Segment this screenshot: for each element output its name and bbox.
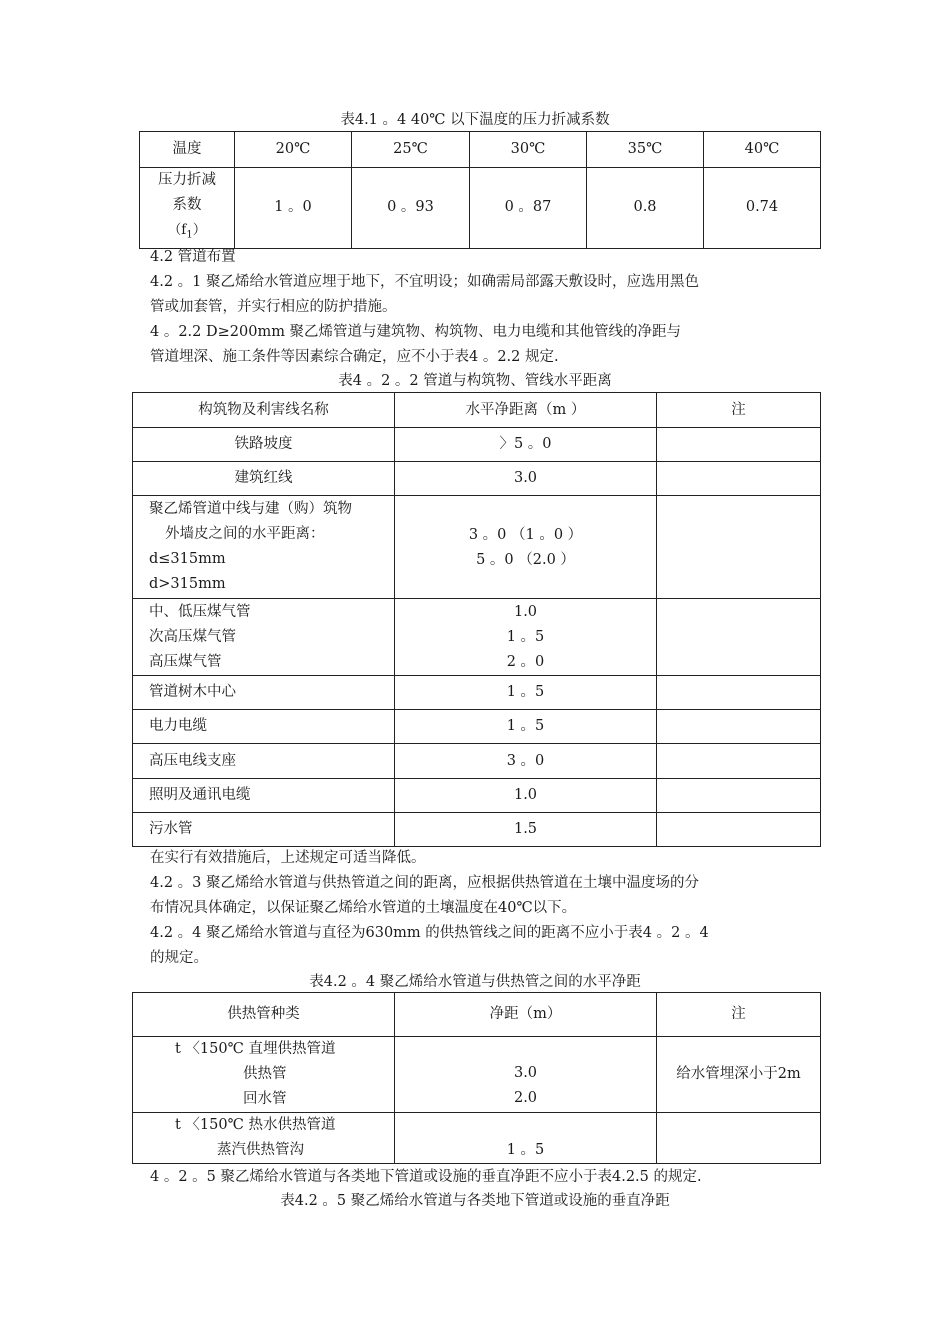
table3-value: 1 。5 bbox=[395, 1113, 657, 1164]
para-4-2-2-line1: 4 。2.2 D≥200mm 聚乙烯管道与建筑物、构筑物、电力电缆和其他管线的净距与 bbox=[150, 324, 682, 340]
table-row bbox=[133, 1037, 821, 1113]
table2-name: 管道树木中心 bbox=[133, 676, 395, 710]
para-4-2-3-line2: 布情况具体确定，以保证聚乙烯给水管道的土壤温度在40℃以下。 bbox=[150, 900, 577, 916]
table2-note bbox=[657, 496, 821, 599]
table2-value: 〉5 。0 bbox=[395, 428, 657, 462]
table1-value: 0 。87 bbox=[470, 168, 587, 249]
table2-value: 1.5 bbox=[395, 813, 657, 847]
table-row bbox=[133, 744, 821, 779]
table2-value: 1 。5 bbox=[395, 676, 657, 710]
table2-value: 3.0 bbox=[395, 462, 657, 496]
table2-note bbox=[657, 599, 821, 676]
table1-value: 1 。0 bbox=[235, 168, 352, 249]
table2-note bbox=[657, 813, 821, 847]
table2-name: 铁路坡度 bbox=[133, 428, 395, 462]
table1-row-label: 压力折减 系数 $(f_1)$ bbox=[140, 168, 235, 249]
table2-name: 污水管 bbox=[133, 813, 395, 847]
table2-header: 注 bbox=[657, 393, 821, 428]
table2-name: 聚乙烯管道中线与建（购）筑物 外墙皮之间的水平距离： d≤315mm d>315mm bbox=[133, 496, 395, 599]
table2-note bbox=[657, 744, 821, 779]
table3-header: 注 bbox=[657, 993, 821, 1037]
table3-value: 3.0 2.0 bbox=[395, 1037, 657, 1113]
table2-name: 高压电线支座 bbox=[133, 744, 395, 779]
table-row bbox=[133, 779, 821, 813]
table2-name: 照明及通讯电缆 bbox=[133, 779, 395, 813]
table3-note: 给水管埋深小于2m bbox=[657, 1037, 821, 1113]
table3-header: 净距（m） bbox=[395, 993, 657, 1037]
table-row bbox=[133, 676, 821, 710]
table-row bbox=[133, 710, 821, 744]
table1-value: 0.8 bbox=[587, 168, 704, 249]
table2-name: 建筑红线 bbox=[133, 462, 395, 496]
section-4-2-title: 4.2 管道布置 bbox=[150, 249, 236, 265]
table2-value: 1.0 1 。5 2 。0 bbox=[395, 599, 657, 676]
table-row bbox=[133, 1113, 821, 1164]
table2-header: 水平净距离（m ） bbox=[395, 393, 657, 428]
para-4-2-4-line1: 4.2 。4 聚乙烯给水管道与直径为630mm 的供热管线之间的距离不应小于表4 。2 。4 bbox=[150, 925, 709, 941]
table3-header: 供热管种类 bbox=[133, 993, 395, 1037]
table2-value: 3 。0 （1 。0 ） 5 。0 （2.0 ） bbox=[395, 496, 657, 599]
table1-header-label: 温度 bbox=[140, 132, 235, 168]
table1-value: 0 。93 bbox=[352, 168, 470, 249]
table2-header: 构筑物及利害线名称 bbox=[133, 393, 395, 428]
table1 bbox=[139, 131, 821, 249]
table-row bbox=[133, 813, 821, 847]
para-4-2-1-line1: 4.2 。1 聚乙烯给水管道应埋于地下，不宜明设；如确需局部露天敷设时，应选用黑色 bbox=[150, 274, 700, 290]
table2-value: 3 。0 bbox=[395, 744, 657, 779]
table2-note bbox=[657, 428, 821, 462]
table1-temp: 25℃ bbox=[352, 132, 470, 168]
table-row bbox=[133, 496, 821, 599]
table2-caption: 表4 。2 。2 管道与构筑物、管线水平距离 bbox=[338, 373, 612, 389]
table4-caption: 表4.2 。5 聚乙烯给水管道与各类地下管道或设施的垂直净距 bbox=[280, 1193, 670, 1209]
note-after-table2: 在实行有效措施后，上述规定可适当降低。 bbox=[150, 850, 426, 866]
table2-name: 中、低压煤气管 次高压煤气管 高压煤气管 bbox=[133, 599, 395, 676]
table3-caption: 表4.2 。4 聚乙烯给水管道与供热管之间的水平净距 bbox=[309, 974, 641, 990]
table-row bbox=[133, 462, 821, 496]
table3-note bbox=[657, 1113, 821, 1164]
para-4-2-3-line1: 4.2 。3 聚乙烯给水管道与供热管道之间的距离，应根据供热管道在土壤中温度场的分 bbox=[150, 875, 700, 891]
para-4-2-5: 4 。2 。5 聚乙烯给水管道与各类地下管道或设施的垂直净距不应小于表4.2.5 的规定. bbox=[150, 1169, 702, 1185]
table-row bbox=[133, 428, 821, 462]
para-4-2-1-line2: 管或加套管，并实行相应的防护措施。 bbox=[150, 299, 397, 315]
table2-note bbox=[657, 710, 821, 744]
table2-note bbox=[657, 779, 821, 813]
table2-name: 电力电缆 bbox=[133, 710, 395, 744]
para-4-2-2-line2: 管道埋深、施工条件等因素综合确定，应不小于表4 。2.2 规定. bbox=[150, 349, 559, 365]
table3-type: t 〈150℃ 热水供热管道 蒸汽供热管沟 bbox=[133, 1113, 395, 1164]
table2-note bbox=[657, 676, 821, 710]
table3 bbox=[132, 992, 821, 1164]
table2-note bbox=[657, 462, 821, 496]
table2-value: 1 。5 bbox=[395, 710, 657, 744]
table1-temp: 40℃ bbox=[704, 132, 821, 168]
table2-value: 1.0 bbox=[395, 779, 657, 813]
table1-temp: 20℃ bbox=[235, 132, 352, 168]
table3-type: t 〈150℃ 直埋供热管道 供热管 回水管 bbox=[133, 1037, 395, 1113]
table1-temp: 30℃ bbox=[470, 132, 587, 168]
para-4-2-4-line2: 的规定。 bbox=[150, 950, 208, 966]
table-row bbox=[133, 599, 821, 676]
table1-caption: 表4.1 。4 40℃ 以下温度的压力折减系数 bbox=[340, 112, 610, 128]
table2 bbox=[132, 392, 821, 847]
table1-temp: 35℃ bbox=[587, 132, 704, 168]
table1-value: 0.74 bbox=[704, 168, 821, 249]
